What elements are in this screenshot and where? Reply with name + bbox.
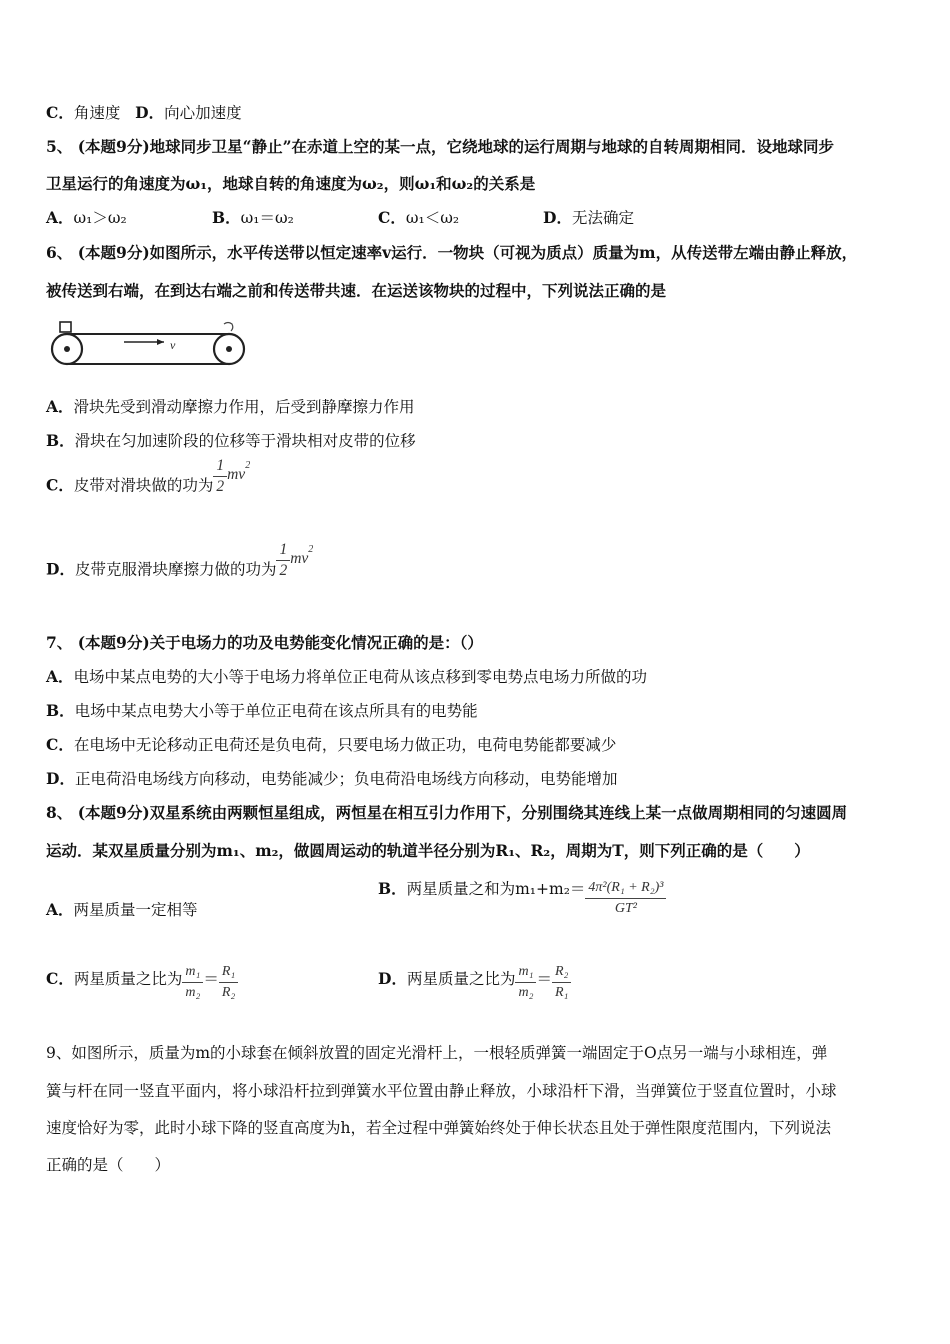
q8-option-b: B．两星质量之和为m₁+m₂＝ $\frac{\text{4π²(R₁ + R₂)³}}{\text{GT²}}$ [378, 878, 666, 919]
q6-option-a: A．滑块先受到滑动摩擦力作用，后受到静摩擦力作用 [46, 397, 415, 416]
fraction-right: $\frac{\text{R₂}}{\text{R₁}}$ [552, 962, 571, 1003]
block-right-mark [224, 323, 233, 332]
q5-option-b: B．ω₁＝ω₂ [212, 208, 294, 227]
left-pulley-axle [64, 346, 70, 352]
q5-option-c: C．ω₁＜ω₂ [378, 208, 460, 227]
option-text: 向心加速度 [164, 104, 242, 122]
q4-options-cd [46, 103, 242, 123]
fraction-right: $\frac{\text{R₁}}{\text{R₂}}$ [219, 962, 238, 1003]
fraction: $\frac{1}{2}$ [213, 456, 227, 497]
q7-option-d: D．正电荷沿电场线方向移动，电势能减少；负电荷沿电场线方向移动，电势能增加 [46, 769, 618, 788]
q8-stem-line2: 运动．某双星质量分别为m₁、m₂，做圆周运动的轨道半径分别为R₁、R₂，周期为T，则下列正确的是（ ） [46, 841, 810, 860]
q7-stem: 7、 (本题9分)关于电场力的功及电势能变化情况正确的是：（） [46, 633, 483, 652]
q5-stem-line2: 卫星运行的角速度为ω₁，地球自转的角速度为ω₂，则ω₁和ω₂的关系是 [46, 174, 536, 193]
q9-stem-line4: 正确的是（ ） [46, 1156, 171, 1174]
q9-stem-line3: 速度恰好为零，此时小球下降的竖直高度为h，若全过程中弹簧始终处于伸长状态且处于弹性限度范围内，下列说法 [46, 1119, 831, 1137]
fraction: $\frac{1}{2}$ [276, 540, 290, 581]
fraction-left: $\frac{\text{m₁}}{\text{m₂}}$ [515, 962, 536, 1003]
q5-option-a: A．ω₁＞ω₂ [46, 208, 127, 227]
q8-option-c: C．两星质量之比为 $\frac{\text{m₁}}{\text{m₂}}$ ＝ $\frac{\text{R₁}}{\text{R₂}}$ [46, 962, 238, 1003]
q7-option-b: B．电场中某点电势大小等于单位正电荷在该点所具有的电势能 [46, 701, 478, 720]
q8-stem-line1: 8、 (本题9分)双星系统由两颗恒星组成，两恒星在相互引力作用下，分别围绕其连线上某一点做周期相同的匀速圆周 [46, 803, 848, 822]
conveyor-belt-figure [48, 320, 248, 368]
q5-stem-line1: 5、 (本题9分)地球同步卫星“静止”在赤道上空的某一点，它绕地球的运行周期与地球的自转周期相同．设地球同步 [46, 137, 834, 156]
q6-stem-line2: 被传送到右端，在到达右端之前和传送带共速．在运送该物块的过程中，下列说法正确的是 [46, 281, 667, 300]
option-label: D． [135, 103, 165, 122]
q6-stem-line1: 6、 (本题9分)如图所示，水平传送带以恒定速率v运行．一物块（可视为质点）质量为m，从传送带左端由静止释放， [46, 243, 858, 262]
q6-option-d: D．皮带克服滑块摩擦力做的功为 $\frac{1}{2}$ $mv^2$ [46, 541, 314, 579]
q8-option-d: D．两星质量之比为 $\frac{\text{m₁}}{\text{m₂}}$ ＝ $\frac{\text{R₂}}{\text{R₁}}$ [378, 962, 571, 1003]
q9-stem-line2: 簧与杆在同一竖直平面内，将小球沿杆拉到弹簧水平位置由静止释放，小球沿杆下滑，当弹簧位于竖直位置时，小球 [46, 1082, 837, 1100]
q9-stem-line1: 9、如图所示，质量为m的小球套在倾斜放置的固定光滑杆上，一根轻质弹簧一端固定于O点另一端与小球相连，弹 [46, 1044, 828, 1062]
q8-option-a: A．两星质量一定相等 [46, 900, 198, 919]
block-shape [60, 322, 71, 332]
q5-option-d: D．无法确定 [543, 208, 634, 227]
q6-option-c: C．皮带对滑块做的功为 $\frac{1}{2}$ $mv^2$ [46, 457, 251, 495]
velocity-arrow-head [157, 339, 164, 345]
q6-option-b: B．滑块在匀加速阶段的位移等于滑块相对皮带的位移 [46, 431, 416, 450]
q7-option-c: C．在电场中无论移动正电荷还是负电荷，只要电场力做正功，电荷电势能都要减少 [46, 735, 617, 754]
right-pulley-axle [226, 346, 232, 352]
fraction: $\frac{\text{4π²(R₁ + R₂)³}}{\text{GT²}}$ [585, 878, 666, 919]
option-label: C． [46, 103, 74, 122]
option-text: 角速度 [73, 104, 121, 122]
fraction-left: $\frac{\text{m₁}}{\text{m₂}}$ [182, 962, 203, 1003]
q7-option-a: A．电场中某点电势的大小等于电场力将单位正电荷从该点移到零电势点电场力所做的功 [46, 667, 648, 686]
velocity-label: v [170, 338, 176, 352]
